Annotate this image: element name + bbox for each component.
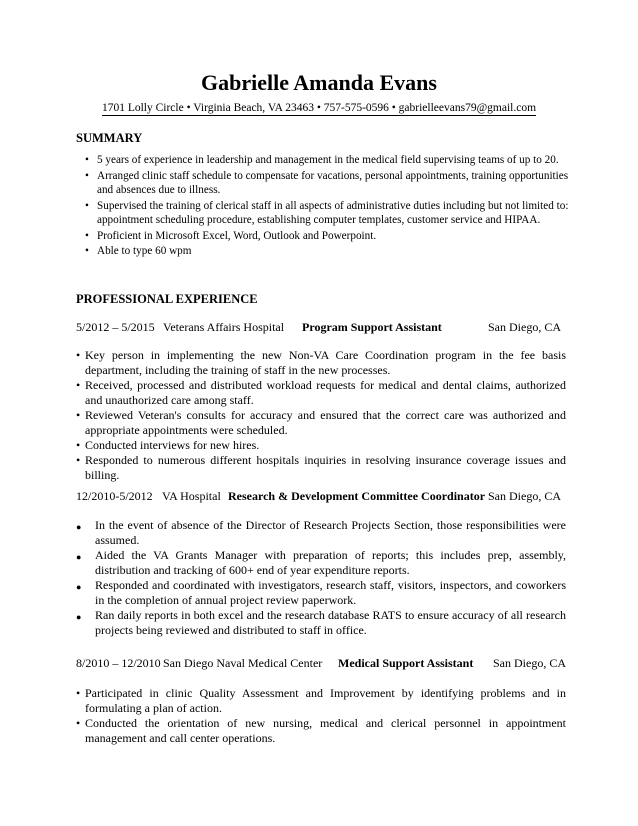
job-employer: VA Hospital <box>162 489 221 503</box>
summary-item: • Proficient in Microsoft Excel, Word, Outlook and Powerpoint. <box>76 229 571 243</box>
summary-item: • Able to type 60 wpm <box>76 244 571 258</box>
duty-item: • Received, processed and distributed workload requests for medical and dental claims, authorized and unauthorized care among staff. <box>76 378 566 408</box>
duty-item: ● Aided the VA Grants Manager with preparation of reports; this includes prep, assembly, distribution and tracking of 600+ end of year expenditure reports. <box>76 548 566 578</box>
duty-item: • Reviewed Veteran's consults for accuracy and ensured that the correct care was authorized and appropriate appointments were scheduled. <box>76 408 566 438</box>
experience-heading: PROFESSIONAL EXPERIENCE <box>76 292 258 306</box>
duty-item: ● Responded and coordinated with investigators, research staff, visitors, inspectors, and coworkers in the completion of annual project review paperwork. <box>76 578 566 608</box>
job-employer: Veterans Affairs Hospital <box>163 320 285 334</box>
contact-line <box>0 101 638 115</box>
job-location: San Diego, CA <box>488 489 561 503</box>
job-duties-list <box>76 518 566 638</box>
job-dates: 8/2010 – 12/2010 <box>76 656 161 670</box>
job-employer: San Diego Naval Medical Center <box>163 656 323 670</box>
job-title: Medical Support Assistant <box>338 656 474 670</box>
duty-item: ● In the event of absence of the Director of Research Projects Section, those responsibilities were assumed. <box>76 518 566 548</box>
summary-item: • Arranged clinic staff schedule to compensate for vacations, personal appointments, training opportunities and absences due to illness. <box>76 169 571 197</box>
duty-item: • Participated in clinic Quality Assessment and Improvement by identifying problems and in formulating a plan of action. <box>76 686 566 716</box>
job-location: San Diego, CA <box>493 656 566 670</box>
duty-item: • Conducted the orientation of new nursing, medical and clerical personnel in appointment management and call center operations. <box>76 716 566 746</box>
job-duties-list <box>76 686 566 746</box>
duty-item: ● Ran daily reports in both excel and the research database RATS to ensure accuracy of all research projects being reviewed and distributed to staff in office. <box>76 608 566 638</box>
duty-item: • Responded to numerous different hospitals inquiries in resolving insurance coverage issues and billing. <box>76 453 566 483</box>
summary-item: • Supervised the training of clerical staff in all aspects of administrative duties including but not limited to: appointment scheduling procedure, establishing computer templates, customer service and HIPAA. <box>76 199 571 227</box>
duty-item: • Key person in implementing the new Non-VA Care Coordination program in the fee basis department, including the training of staff in the new processes. <box>76 348 566 378</box>
duty-item: • Conducted interviews for new hires. <box>76 438 566 453</box>
candidate-name: Gabrielle Amanda Evans <box>201 70 437 95</box>
job-duties-list <box>76 348 566 483</box>
job-dates: 5/2012 – 5/2015 <box>76 320 155 334</box>
job-title: Research & Development Committee Coordinator <box>228 489 486 503</box>
job-dates: 12/2010-5/2012 <box>76 489 153 503</box>
summary-item: • 5 years of experience in leadership and management in the medical field supervising teams of up to 20. <box>76 153 571 167</box>
summary-list <box>76 153 571 260</box>
job-location: San Diego, CA <box>488 320 561 334</box>
job-title: Program Support Assistant <box>302 320 442 334</box>
contact-info: 1701 Lolly Circle • Virginia Beach, VA 23463 • 757-575-0596 • gabrielleevans79@gmail.com <box>101 102 537 114</box>
summary-heading: SUMMARY <box>76 131 143 145</box>
